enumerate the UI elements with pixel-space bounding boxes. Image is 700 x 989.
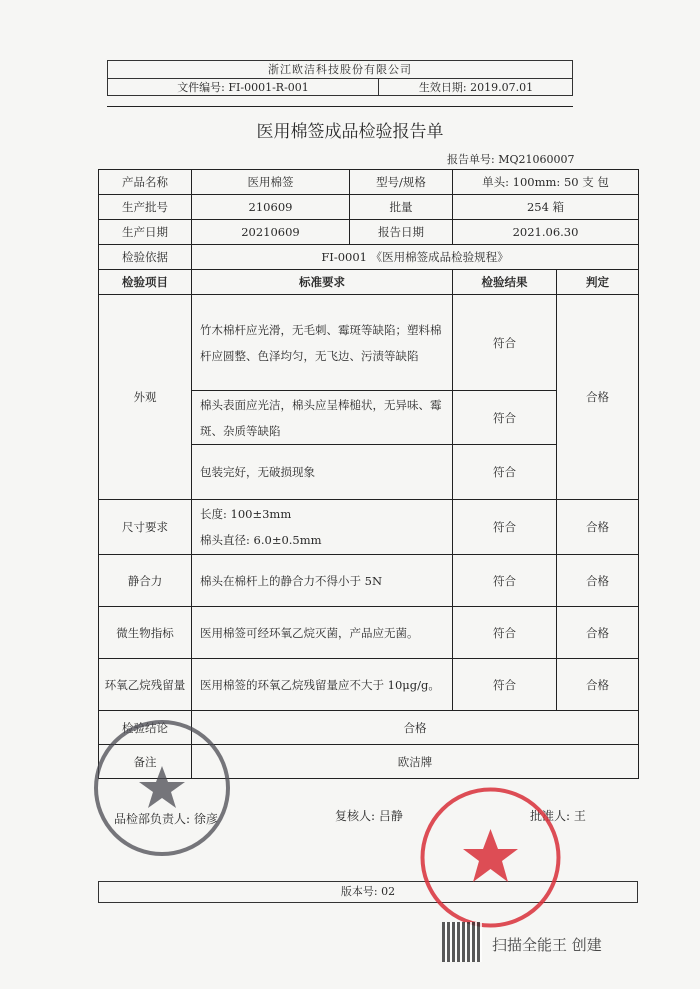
inspector-signature: 品检部负责人: 徐彦	[114, 812, 218, 826]
production-date-label: 生产日期	[99, 220, 192, 245]
basis-label: 检验依据	[99, 245, 192, 270]
table-row	[99, 555, 639, 607]
appearance-standard-1-line-1: 竹木棉杆应光滑，无毛刺、霉斑等缺陷；塑料棉	[200, 322, 442, 337]
product-name-value: 医用棉签	[192, 170, 350, 195]
static-force-label: 静合力	[99, 555, 192, 607]
table-row	[99, 170, 639, 195]
eo-residue-label: 环氧乙烷残留量	[99, 659, 192, 711]
appearance-result-1: 符合	[453, 295, 557, 391]
document-header	[107, 60, 573, 96]
red-seal-icon	[418, 785, 563, 930]
remark-value: 欧洁牌	[192, 745, 639, 779]
report-date-value: 2021.06.30	[453, 220, 639, 245]
table-row	[99, 659, 639, 711]
table-row	[99, 245, 639, 270]
effective-date: 生效日期: 2019.07.01	[418, 81, 534, 94]
eo-residue-result: 符合	[453, 659, 557, 711]
static-force-standard: 棉头在棉杆上的静合力不得小于 5N	[192, 555, 453, 607]
quantity-label: 批量	[350, 195, 453, 220]
eo-residue-standard: 医用棉签的环氧乙烷残留量应不大于 10μg/g。	[192, 659, 453, 711]
appearance-result-2: 符合	[453, 391, 557, 445]
appearance-standard-2-line-1: 棉头表面应光洁，棉头应呈棒槌状，无异味、霉	[200, 397, 442, 412]
microbial-label: 微生物指标	[99, 607, 192, 659]
company-seal-left	[92, 718, 232, 858]
divider	[107, 106, 573, 107]
company-name: 浙江欧洁科技股份有限公司	[108, 61, 572, 79]
reviewer-signature: 复核人: 吕静	[335, 809, 403, 823]
table-row	[99, 500, 639, 555]
version-number: 版本号: 02	[340, 885, 396, 898]
scanner-watermark: 扫描全能王 创建	[492, 936, 602, 954]
column-header-verdict: 判定	[557, 270, 639, 295]
appearance-standard-1-line-2: 杆应圆整、色泽均匀，无飞边、污渍等缺陷	[200, 348, 419, 363]
microbial-verdict: 合格	[557, 607, 639, 659]
eo-residue-verdict: 合格	[557, 659, 639, 711]
company-seal-right	[418, 785, 563, 930]
table-row	[99, 607, 639, 659]
size-label: 尺寸要求	[99, 500, 192, 555]
report-title: 医用棉签成品检验报告单	[256, 122, 444, 142]
basis-value: FI-0001 《医用棉签成品检验规程》	[192, 245, 639, 270]
approver-signature: 批准人: 王	[530, 809, 586, 823]
production-date-value: 20210609	[192, 220, 350, 245]
seal-icon	[92, 718, 232, 858]
model-value: 单头: 100mm: 50 支 包	[453, 170, 639, 195]
quantity-value: 254 箱	[453, 195, 639, 220]
column-header-result: 检验结果	[453, 270, 557, 295]
qr-code-icon	[442, 922, 482, 962]
appearance-label: 外观	[99, 295, 192, 500]
report-date-label: 报告日期	[350, 220, 453, 245]
batch-no-label: 生产批号	[99, 195, 192, 220]
size-result: 符合	[453, 500, 557, 555]
conclusion-value: 合格	[192, 711, 639, 745]
table-header-row	[99, 270, 639, 295]
size-standard-length: 长度: 100±3mm	[200, 507, 292, 521]
report-number: 报告单号: MQ21060007	[447, 153, 575, 166]
table-row	[99, 295, 639, 391]
model-label: 型号/规格	[350, 170, 453, 195]
batch-no-value: 210609	[192, 195, 350, 220]
document-number: 文件编号: FI-0001-R-001	[108, 79, 379, 96]
column-header-standard: 标准要求	[192, 270, 453, 295]
column-header-item: 检验项目	[99, 270, 192, 295]
appearance-verdict: 合格	[557, 295, 639, 500]
size-standard-diameter: 棉头直径: 6.0±0.5mm	[200, 533, 322, 547]
remark-label: 备注	[99, 745, 192, 779]
static-force-result: 符合	[453, 555, 557, 607]
table-row	[99, 220, 639, 245]
table-row	[99, 195, 639, 220]
size-verdict: 合格	[557, 500, 639, 555]
appearance-standard-1	[192, 295, 453, 391]
appearance-result-3: 符合	[453, 445, 557, 500]
appearance-standard-2-line-2: 斑、杂质等缺陷	[200, 423, 281, 438]
appearance-standard-3: 包装完好，无破损现象	[192, 445, 453, 500]
conclusion-label: 检验结论	[99, 711, 192, 745]
static-force-verdict: 合格	[557, 555, 639, 607]
size-standard	[192, 500, 453, 555]
product-name-label: 产品名称	[99, 170, 192, 195]
appearance-standard-2	[192, 391, 453, 445]
microbial-standard: 医用棉签可经环氧乙烷灭菌，产品应无菌。	[192, 607, 453, 659]
inspection-table	[98, 169, 639, 779]
microbial-result: 符合	[453, 607, 557, 659]
